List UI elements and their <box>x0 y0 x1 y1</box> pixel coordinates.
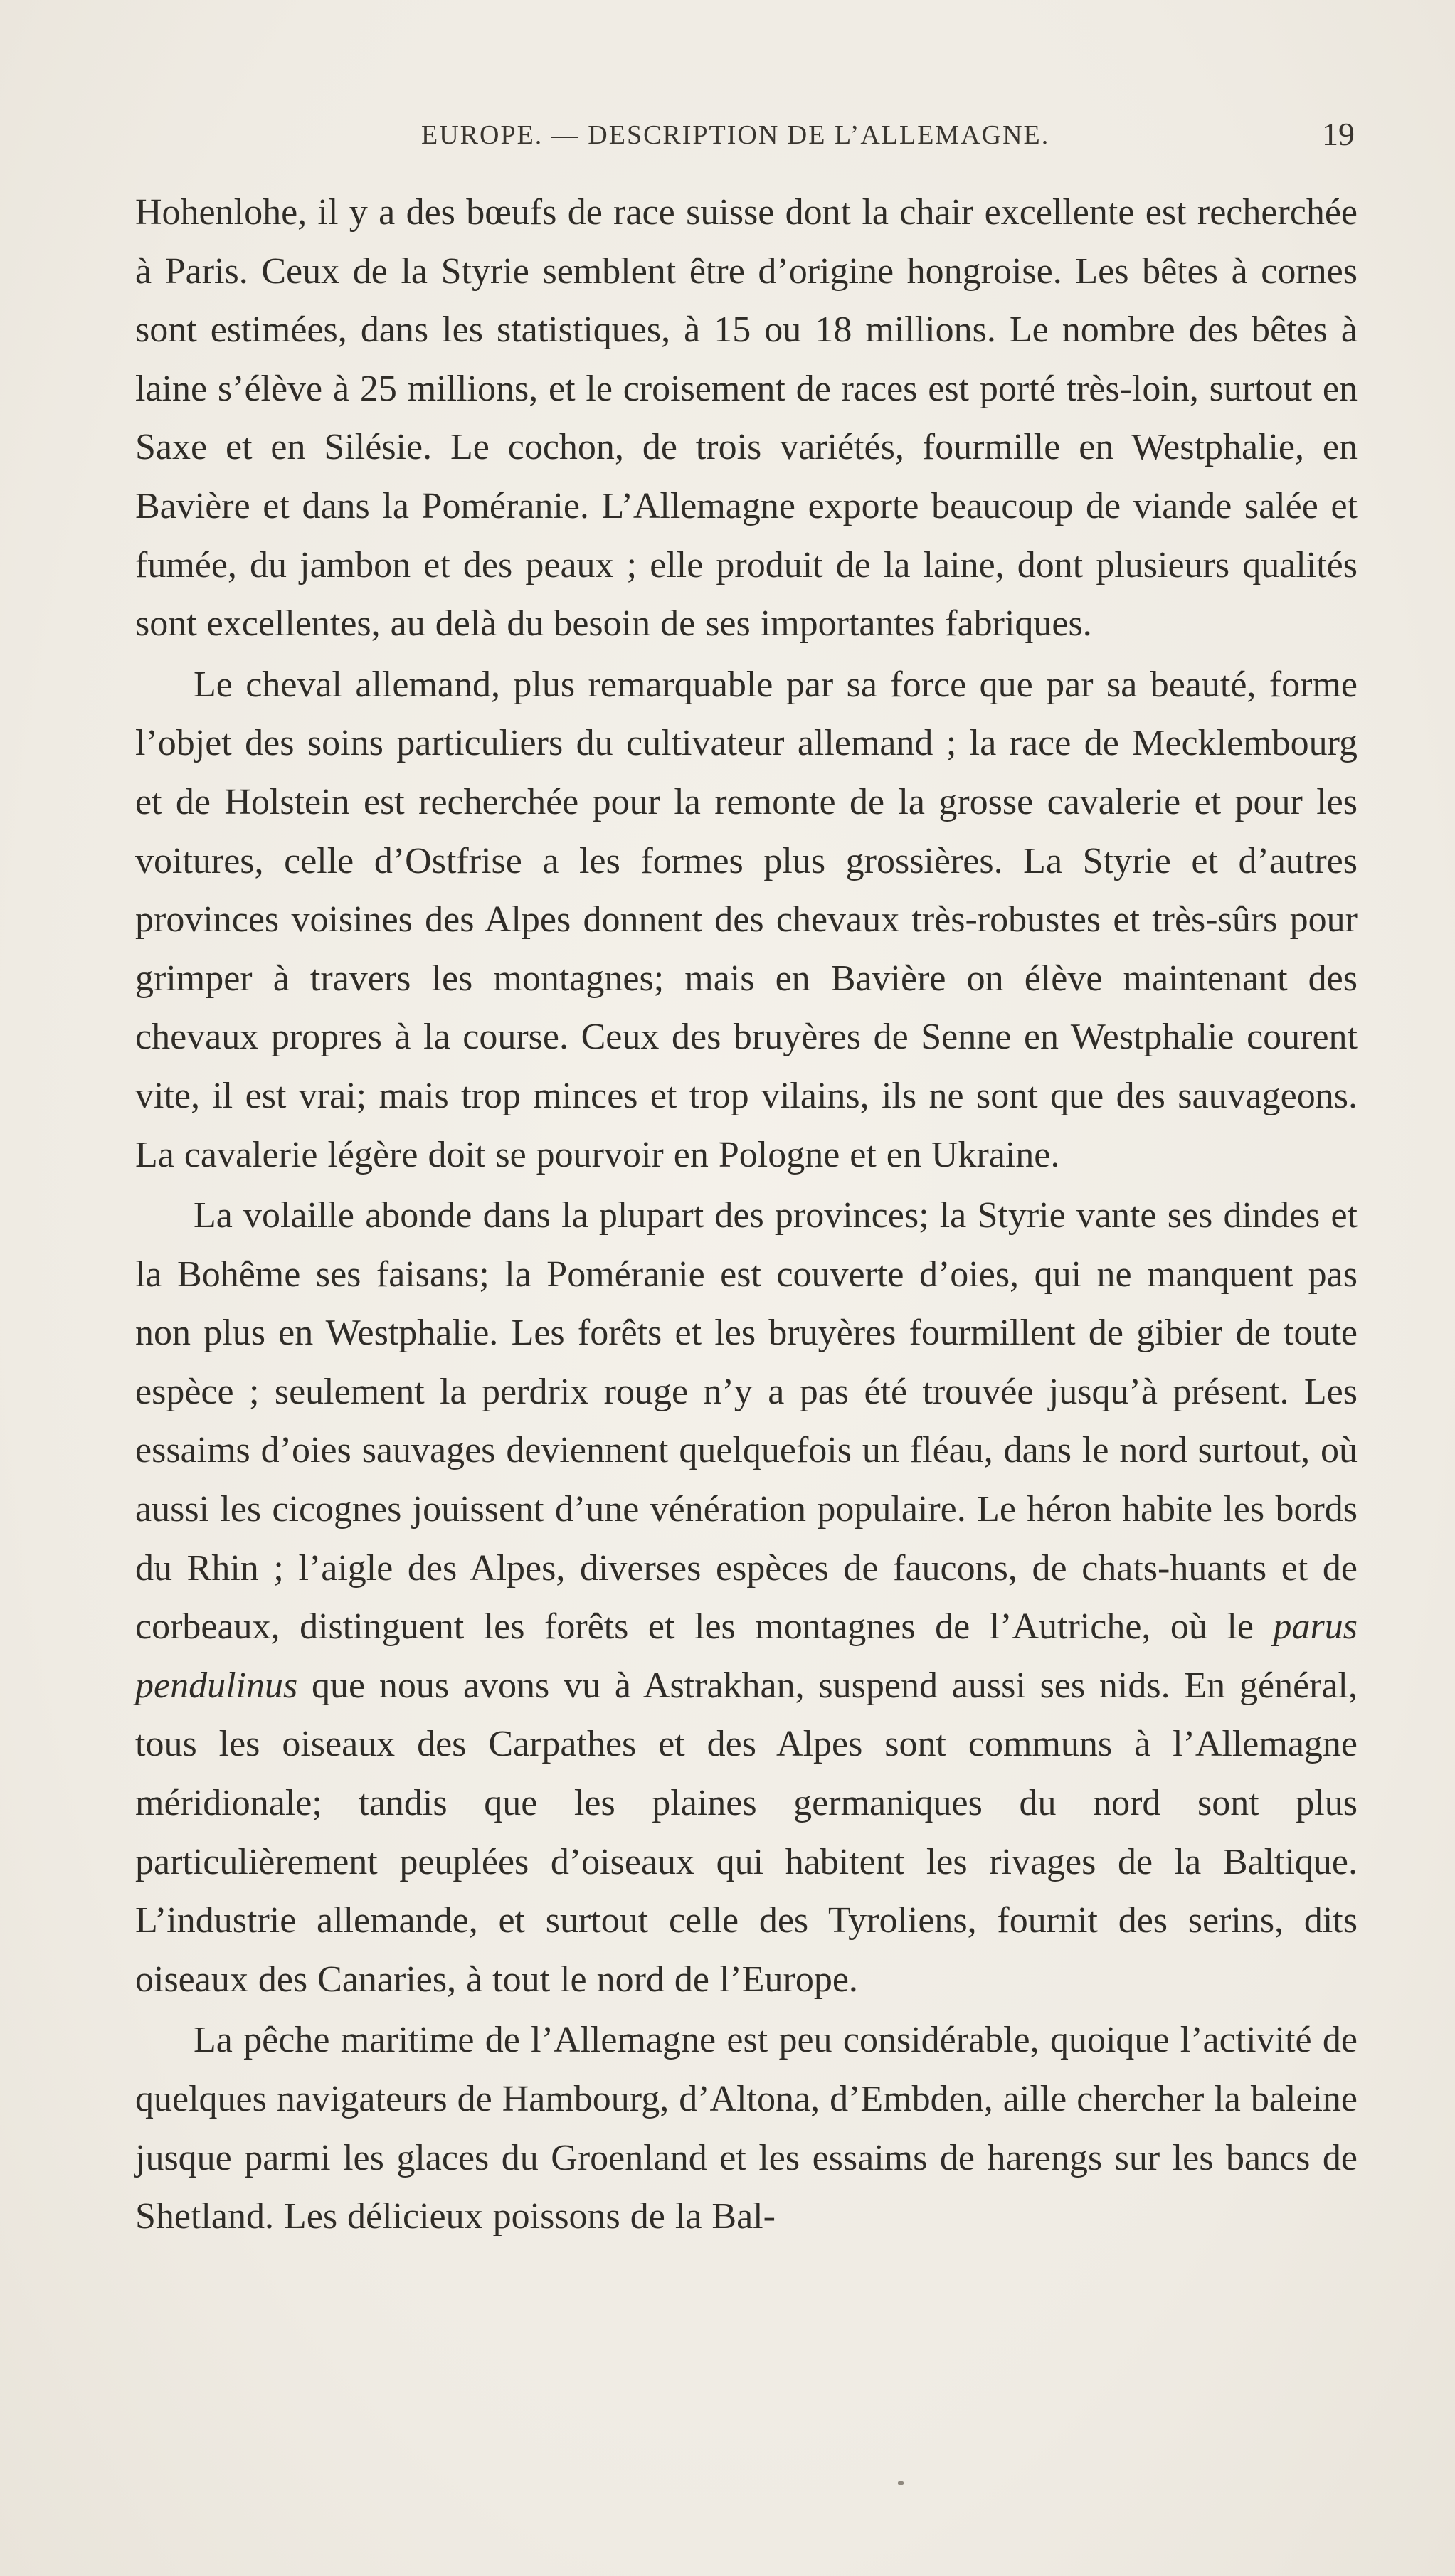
paragraph-text: que nous avons vu à Astrakhan, suspend aussi ses nids. En général, tous les oiseaux des Carpathes et des Alpes sont communs à l’Allemagne méridionale; tandis que les plaines germaniques du nord sont plus particulièrement peuplées d’oiseaux qui habitent les rivages de la Baltique. L’industrie allemande, et surtout celle des Tyroliens, fournit des serins, dits oiseaux des Canaries, à tout le nord de l’Europe. <box>135 1665 1358 2000</box>
paragraph-horses <box>135 656 1358 1184</box>
paragraph-text: La pêche maritime de l’Allemagne est peu considérable, quoique l’activité de quelques navigateurs de Hambourg, d’Altona, d’Embden, aille chercher la baleine jusque parmi les glaces du Groenland et les essaims de harengs sur les bancs de Shetland. Les délicieux poissons de la Bal- <box>135 2020 1358 2237</box>
paragraph-livestock <box>135 184 1358 654</box>
paragraph-fishing <box>135 2011 1358 2246</box>
print-speck <box>898 2481 904 2485</box>
page-header <box>421 116 1355 162</box>
paragraph-text: Le cheval allemand, plus remarquable par sa force que par sa beauté, forme l’objet des soins particuliers du cultivateur allemand ; la race de Mecklembourg et de Holstein est recherchée pour la remonte de la grosse cavalerie et pour les voitures, celle d’Ostfrise a les formes plus grossières. La Styrie et d’autres provinces voisines des Alpes donnent des chevaux très-robustes et très-sûrs pour grimper à travers les montagnes; mais en Bavière on élève maintenant des chevaux propres à la course. Ceux des bruyères de Senne en Westphalie courent vite, il est vrai; mais trop minces et trop vilains, ils ne sont que des sauvageons. La cavalerie légère doit se pourvoir en Pologne et en Ukraine. <box>135 664 1358 1175</box>
species-name: parus pendulinus <box>135 1606 1358 1706</box>
paragraph-text: La volaille abonde dans la plupart des provinces; la Styrie vante ses dindes et la Bohême ses faisans; la Poméranie est couverte d’oies, qui ne manquent pas non plus en Westphalie. Les forêts et les bruyères fourmillent de gibier de toute espèce ; seulement la perdrix rouge n’y a pas été trouvée jusqu’à présent. Les essaims d’oies sauvages deviennent quelquefois un fléau, dans le nord surtout, où aussi les cicognes jouissent d’une vénération populaire. Le héron habite les bords du Rhin ; l’aigle des Alpes, diverses espèces de faucons, de chats-huants et de corbeaux, distinguent les forêts et les montagnes de l’Autriche, où le <box>135 1195 1358 1648</box>
running-head: EUROPE. — DESCRIPTION DE L’ALLEMAGNE. <box>421 120 1050 150</box>
paragraph-birds <box>135 1187 1358 2009</box>
body-text <box>135 184 1358 2247</box>
paragraph-text: Hohenlohe, il y a des bœufs de race suisse dont la chair excellente est recherchée à Paris. Ceux de la Styrie semblent être d’origine hongroise. Les bêtes à cornes sont estimées, dans les statistiques, à 15 ou 18 millions. Le nombre des bêtes à laine s’élève à 25 millions, et le croisement de races est porté très-loin, surtout en Saxe et en Silésie. Le cochon, de trois variétés, fourmille en Westphalie, en Bavière et dans la Poméranie. L’Allemagne exporte beaucoup de viande salée et fumée, du jambon et des peaux ; elle produit de la laine, dont plusieurs qualités sont excellentes, au delà du besoin de ses importantes fabriques. <box>135 192 1358 645</box>
page-number: 19 <box>1322 116 1355 152</box>
